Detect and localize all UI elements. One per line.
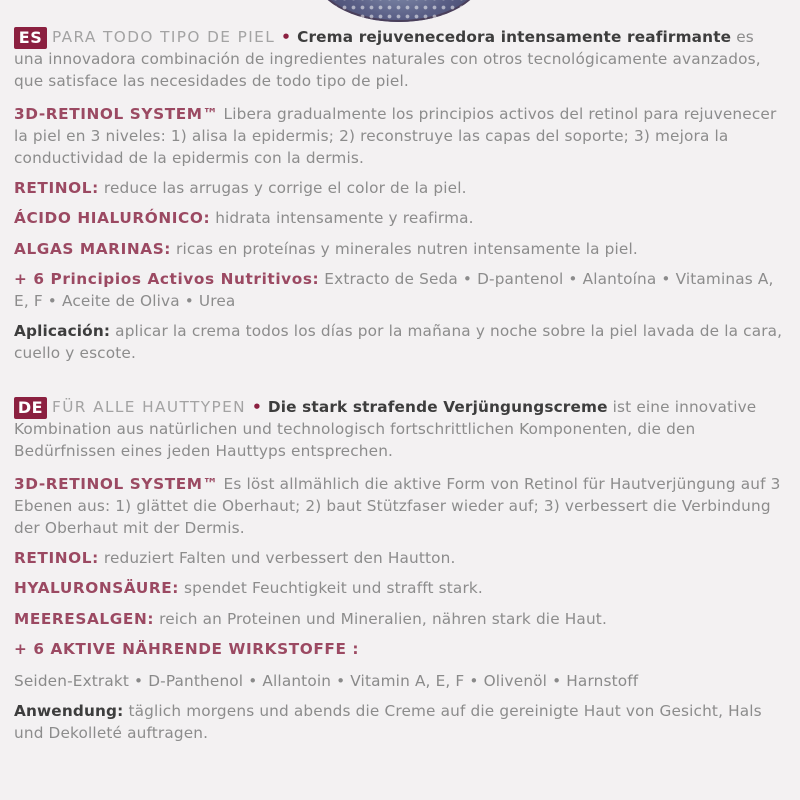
de-p5-lead: + 6 AKTIVE NÄHRENDE WIRKSTOFFE : bbox=[14, 639, 360, 658]
es-p4-text: ricas en proteínas y minerales nutren intensamente la piel. bbox=[176, 239, 638, 258]
de-intro-separator: • bbox=[251, 398, 262, 416]
es-p5-text: Extracto de Seda • D-pantenol • Alantoína • Vitaminas A, E, F • Aceite de Oliva • Urea bbox=[14, 269, 774, 311]
de-p2 bbox=[14, 547, 786, 569]
de-p4 bbox=[14, 608, 786, 630]
section-es bbox=[14, 26, 786, 365]
section-de bbox=[14, 396, 786, 745]
es-p6-lead: Aplicación: bbox=[14, 322, 111, 341]
de-p6-text: täglich morgens und abends die Creme auf die gereinigte Haut von Gesicht, Hals und Dekolleté auftragen. bbox=[14, 702, 762, 743]
de-p6-lead: Anwendung: bbox=[14, 702, 124, 721]
es-p4 bbox=[14, 238, 786, 260]
de-p5-list bbox=[14, 670, 786, 692]
de-p2-text: reduziert Falten und verbessert den Hautton. bbox=[103, 549, 456, 568]
de-p5-text: Seiden-Extrakt • D-Panthenol • Allantoin • Vitamin A, E, F • Olivenöl • Harnstoff bbox=[14, 672, 639, 691]
de-p3 bbox=[14, 577, 786, 599]
de-intro bbox=[14, 396, 786, 463]
es-intro-rest: es una innovadora combinación de ingredientes naturales con otros tecnológicamente avanzados, que satisface las necesidades de todo tipo de piel. bbox=[14, 28, 761, 91]
es-p2 bbox=[14, 177, 786, 199]
es-p3 bbox=[14, 207, 786, 229]
de-p3-lead: HYALURONSÄURE: bbox=[14, 579, 180, 598]
lang-tag-es: ES bbox=[14, 27, 47, 49]
lang-tag-de: DE bbox=[14, 397, 47, 419]
es-intro-bold: Crema rejuvenecedora intensamente reafirmante bbox=[297, 28, 732, 46]
de-p1-lead: 3D-RETINOL SYSTEM™ bbox=[14, 474, 219, 493]
de-p1 bbox=[14, 473, 786, 540]
es-p3-text: hidrata intensamente y reafirma. bbox=[215, 209, 474, 228]
de-p4-text: reich an Proteinen und Mineralien, nähren stark die Haut. bbox=[159, 609, 607, 628]
de-p1-text: Es löst allmählich die aktive Form von Retinol für Hautverjüngung auf 3 Ebenen aus: 1) glättet die Oberhaut; 2) baut Stützfaser wieder auf; 3) verbessert die Verbindung der Oberhaut mit der Dermis. bbox=[14, 474, 781, 538]
de-p2-lead: RETINOL: bbox=[14, 549, 99, 568]
es-p1 bbox=[14, 103, 786, 170]
es-p6 bbox=[14, 320, 786, 364]
de-intro-bold: Die stark strafende Verjüngungscreme bbox=[267, 398, 608, 416]
es-p5-lead: + 6 Principios Activos Nutritivos: bbox=[14, 269, 320, 288]
es-p2-text: reduce las arrugas y corrige el color de la piel. bbox=[103, 179, 467, 198]
es-intro bbox=[14, 26, 786, 93]
es-p1-text: Libera gradualmente los principios activos del retinol para rejuvenecer la piel en 3 niveles: 1) alisa la epidermis; 2) reconstruye las capas del soporte; 3) mejora la conductividad de la epidermis con la dermis. bbox=[14, 104, 777, 168]
de-intro-caps: FÜR ALLE HAUTTYPEN bbox=[52, 398, 246, 416]
de-p4-lead: MEERESALGEN: bbox=[14, 609, 155, 628]
de-p6 bbox=[14, 700, 786, 744]
es-intro-caps: PARA TODO TIPO DE PIEL bbox=[52, 28, 276, 46]
es-p2-lead: RETINOL: bbox=[14, 179, 99, 198]
es-p3-lead: ÁCIDO HIALURÓNICO: bbox=[14, 209, 211, 228]
es-p6-text: aplicar la crema todos los días por la mañana y noche sobre la piel lavada de la cara, cuello y escote. bbox=[14, 322, 783, 363]
hologram-seal-icon bbox=[313, 0, 485, 22]
es-p4-lead: ALGAS MARINAS: bbox=[14, 239, 172, 258]
de-intro-rest: ist eine innovative Kombination aus natürlichen und technologisch fortschrittlichen Komponenten, die den Bedürfnissen eines jeden Hauttyps entsprechen. bbox=[14, 398, 757, 461]
de-p5 bbox=[14, 638, 786, 660]
es-intro-separator: • bbox=[281, 28, 292, 46]
de-p3-text: spendet Feuchtigkeit und strafft stark. bbox=[184, 579, 483, 598]
es-p5 bbox=[14, 268, 786, 312]
es-p1-lead: 3D-RETINOL SYSTEM™ bbox=[14, 104, 219, 123]
